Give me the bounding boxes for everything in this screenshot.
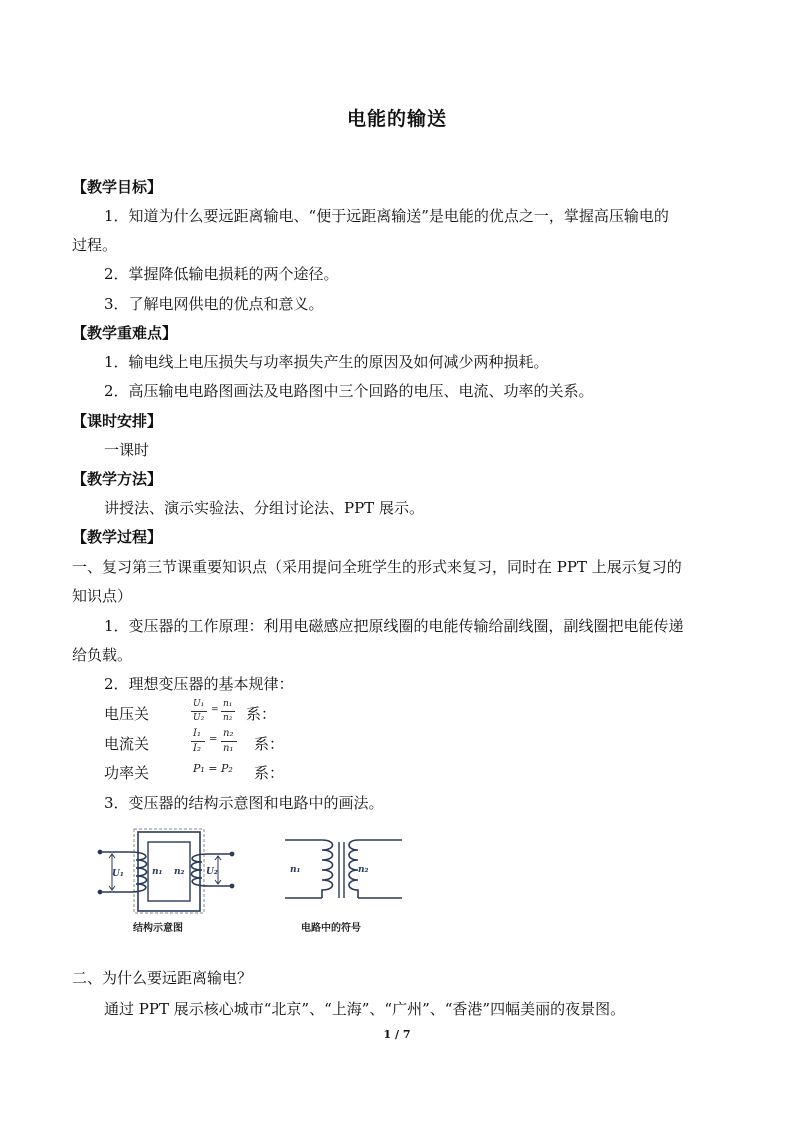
process-heading: 【教学过程】	[72, 528, 163, 546]
current-num-right: n₂	[223, 728, 234, 739]
label-u1: U₁	[112, 869, 124, 879]
label-u2: U₂	[206, 867, 218, 877]
goal-1-line-2: 过程。	[72, 236, 118, 254]
current-frac-bar-left	[191, 741, 205, 742]
p1-item3: 3．变压器的结构示意图和电路中的画法。	[104, 794, 384, 812]
label-n1-symbol: n₁	[290, 865, 301, 875]
voltage-den-left: U₂	[193, 713, 205, 723]
key-heading: 【教学重难点】	[72, 324, 178, 342]
voltage-label-a: 电压关	[104, 705, 150, 723]
voltage-num-left: U₁	[193, 699, 205, 709]
method-heading: 【教学方法】	[72, 470, 163, 488]
current-den-right: n₁	[223, 743, 234, 754]
p1-item2: 2．理想变压器的基本规律：	[104, 675, 294, 693]
label-n2: n₂	[174, 867, 185, 877]
voltage-den-right: n₂	[223, 713, 233, 723]
part1-line-1: 一、复习第三节课重要知识点（采用提问全班学生的形式来复习，同时在 PPT 上展示复习的	[72, 558, 682, 576]
voltage-frac-bar-left	[191, 711, 207, 712]
voltage-label-b: 系：	[246, 705, 277, 723]
goal-1-line-1: 1．知道为什么要远距离输电、“便于远距离输送”是电能的优点之一，掌握高压输电的	[104, 207, 669, 225]
goal-3: 3．了解电网供电的优点和意义。	[104, 295, 324, 313]
current-den-left: I₂	[193, 743, 201, 754]
current-equals: =	[209, 734, 218, 745]
part1-line-2: 知识点）	[72, 587, 133, 605]
current-formula	[191, 728, 243, 758]
schedule-heading: 【课时安排】	[72, 412, 163, 430]
power-formula: P₁ = P₂	[193, 762, 233, 775]
label-n1: n₁	[152, 867, 163, 877]
method-text: 讲授法、演示实验法、分组讨论法、PPT 展示。	[104, 499, 424, 517]
schedule-text: 一课时	[104, 441, 150, 459]
part2-heading: 二、为什么要远距离输电？	[72, 969, 253, 987]
current-label-a: 电流关	[104, 735, 150, 753]
power-label-a: 功率关	[104, 764, 150, 782]
key-1: 1．输电线上电压损失与功率损失产生的原因及如何减少两种损耗。	[104, 353, 549, 371]
current-num-left: I₁	[193, 728, 201, 739]
figure-caption-structure: 结构示意图	[133, 923, 183, 934]
page-title: 电能的输送	[346, 108, 447, 130]
figure-caption-symbol: 电路中的符号	[301, 923, 361, 934]
page-number: 1 / 7	[383, 1028, 411, 1041]
p1-item1-line-2: 给负载。	[72, 646, 133, 664]
goal-2: 2．掌握降低输电损耗的两个途径。	[104, 265, 339, 283]
part2-text: 通过 PPT 展示核心城市“北京”、“上海”、“广州”、“香港”四幅美丽的夜景图。	[104, 1000, 626, 1018]
power-label-b: 系：	[254, 764, 285, 782]
key-2: 2．高压输电电路图画法及电路图中三个回路的电压、电流、功率的关系。	[104, 382, 594, 400]
voltage-formula	[191, 699, 239, 729]
goals-heading: 【教学目标】	[72, 178, 163, 196]
current-frac-bar-right	[221, 741, 237, 742]
p1-item1-line-1: 1．变压器的工作原理：利用电磁感应把原线圈的电能传输给副线圈，副线圈把电能传递	[104, 617, 684, 635]
current-label-b: 系：	[254, 735, 285, 753]
voltage-equals: =	[211, 705, 219, 715]
voltage-num-right: n₁	[223, 699, 233, 709]
voltage-frac-bar-right	[221, 711, 235, 712]
transformer-circuit-symbol	[285, 840, 402, 898]
label-n2-symbol: n₂	[358, 865, 369, 875]
